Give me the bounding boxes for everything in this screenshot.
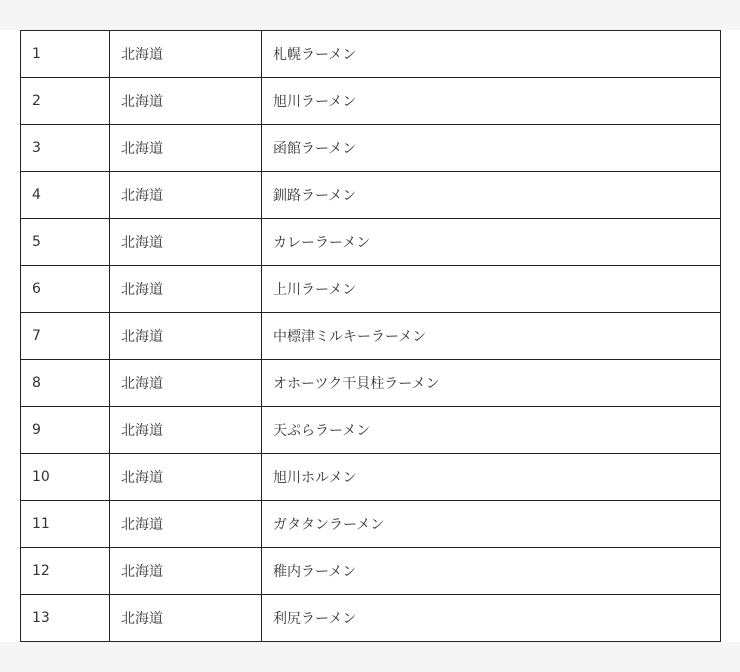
ramen-name-cell: 天ぷらラーメン (262, 407, 721, 454)
row-number: 5 (21, 219, 110, 266)
table-row (21, 313, 721, 360)
row-number: 4 (21, 172, 110, 219)
ramen-name-cell: 旭川ラーメン (262, 78, 721, 125)
table-row (21, 548, 721, 595)
prefecture-cell: 北海道 (110, 172, 262, 219)
prefecture-cell: 北海道 (110, 219, 262, 266)
table-row (21, 454, 721, 501)
table-row (21, 219, 721, 266)
ramen-name-cell: 旭川ホルメン (262, 454, 721, 501)
row-number: 8 (21, 360, 110, 407)
table-row (21, 172, 721, 219)
prefecture-cell: 北海道 (110, 548, 262, 595)
content-area (0, 30, 740, 642)
row-number: 1 (21, 31, 110, 78)
prefecture-cell: 北海道 (110, 454, 262, 501)
table-body (21, 31, 721, 642)
prefecture-cell: 北海道 (110, 125, 262, 172)
ramen-name-cell: ガタタンラーメン (262, 501, 721, 548)
ramen-name-cell: 札幌ラーメン (262, 31, 721, 78)
ramen-name-cell: 函館ラーメン (262, 125, 721, 172)
ramen-name-cell: 中標津ミルキーラーメン (262, 313, 721, 360)
prefecture-cell: 北海道 (110, 501, 262, 548)
prefecture-cell: 北海道 (110, 78, 262, 125)
table-row (21, 501, 721, 548)
table-row (21, 31, 721, 78)
prefecture-cell: 北海道 (110, 266, 262, 313)
row-number: 6 (21, 266, 110, 313)
row-number: 11 (21, 501, 110, 548)
ramen-name-cell: 上川ラーメン (262, 266, 721, 313)
prefecture-cell: 北海道 (110, 313, 262, 360)
table-row (21, 78, 721, 125)
row-number: 10 (21, 454, 110, 501)
table-row (21, 407, 721, 454)
table-row (21, 360, 721, 407)
table-row (21, 125, 721, 172)
row-number: 13 (21, 595, 110, 642)
table-row (21, 595, 721, 642)
row-number: 12 (21, 548, 110, 595)
row-number: 2 (21, 78, 110, 125)
ramen-name-cell: 釧路ラーメン (262, 172, 721, 219)
prefecture-cell: 北海道 (110, 360, 262, 407)
ramen-name-cell: 稚内ラーメン (262, 548, 721, 595)
ramen-name-cell: カレーラーメン (262, 219, 721, 266)
prefecture-cell: 北海道 (110, 595, 262, 642)
prefecture-cell: 北海道 (110, 31, 262, 78)
prefecture-cell: 北海道 (110, 407, 262, 454)
ramen-name-cell: オホーツク干貝柱ラーメン (262, 360, 721, 407)
ramen-table (20, 30, 721, 642)
ramen-name-cell: 利尻ラーメン (262, 595, 721, 642)
row-number: 3 (21, 125, 110, 172)
row-number: 7 (21, 313, 110, 360)
row-number: 9 (21, 407, 110, 454)
table-row (21, 266, 721, 313)
